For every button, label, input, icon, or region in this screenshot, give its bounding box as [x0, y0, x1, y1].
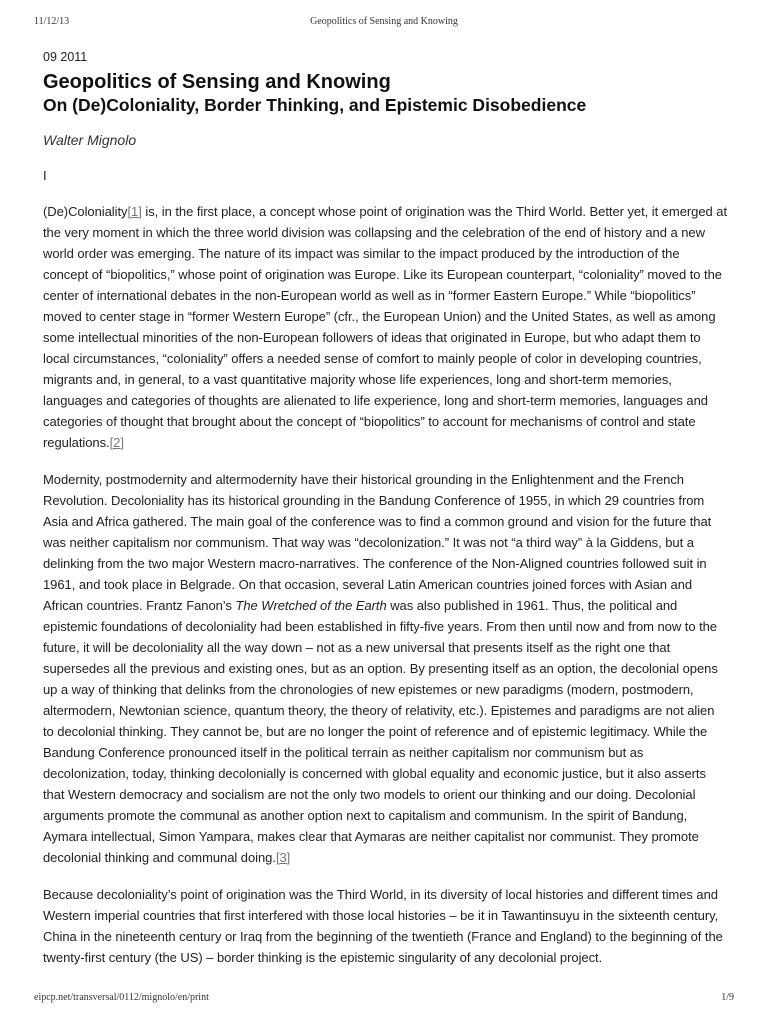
footnote-link-3[interactable]: [3] [275, 850, 291, 865]
paragraph-1-body: is, in the first place, a concept whose point of origination was the Third World. Better yet, it emerged at the very moment in which the three world division was collapsing and the celebration of the end of history and a new world order was emerging. The nature of its impact was similar to the impact produced by the introduction of the concept of “biopolitics,” whose point of origination was Europe. Like its European counterpart, “coloniality” moved to the center of international debates in the non-European world as well as in “former Eastern Europe.” While “biopolitics” moved to center stage in “former Western Europe” (cfr., the European Union) and the United States, as well as among some intellectual minorities of the non-European followers of ideas that originated in Europe, but who adapt them to local circumstances, “coloniality” offers a needed sense of comfort to mainly people of color in developing countries, migrants and, in general, to a vast quantitative majority whose life experiences, long and short-term memories, languages and categories of thoughts are alienated to life experience, long and short-term memories, languages and categories of thought that brought about the concept of “biopolitics” to account for mechanisms of control and state regulations. [43, 204, 728, 450]
paragraph-2-start: Modernity, postmodernity and altermodernity have their historical grounding in the Enlightenment and the French Revolution. Decoloniality has its historical grounding in the Bandung Conference of 1955, in which 29 countries from Asia and Africa gathered. The main goal of the conference was to find a common ground and vision for the future that was neither capitalism nor communism. That way was “decolonization.” It was not “a third way” à la Giddens, but a delinking from the two major Western macro-narratives. The conference of the Non-Aligned countries followed suit in 1961, and took place in Belgrade. On that occasion, several Latin American countries joined forces with Asian and African countries. Frantz Fanon’s [43, 472, 712, 613]
source-url: eipcp.net/transversal/0112/mignolo/en/print [34, 992, 209, 1003]
book-title: The Wretched of the Earth [235, 598, 387, 613]
paragraph-2 [43, 469, 727, 868]
paragraph-1 [43, 201, 727, 453]
issue-date: 09 2011 [43, 50, 88, 64]
author-name: Walter Mignolo [43, 132, 137, 148]
section-number: I [43, 168, 47, 183]
footnote-link-2[interactable]: [2] [109, 435, 124, 450]
print-title: Geopolitics of Sensing and Knowing [310, 16, 458, 27]
article-subtitle: On (De)Coloniality, Border Thinking, and Epistemic Disobedience [43, 95, 587, 115]
article-title: Geopolitics of Sensing and Knowing [43, 71, 391, 93]
paragraph-2-body: was also published in 1961. Thus, the political and epistemic foundations of decoloniality had been established in fifty-five years. From then until now and from now to the future, it will be decoloniality all the way down – not as a new universal that presents itself as the right one that supersedes all the previous and existing ones, but as an option. By presenting itself as an option, the decolonial opens up a way of thinking that delinks from the chronologies of new epistemes or new paradigms (modern, postmodern, altermodern, Newtonian science, quantum theory, the theory of relativity, etc.). Epistemes and paradigms are not alien to decolonial thinking. They cannot be, but are no longer the point of reference and of epistemic legitimacy. While the Bandung Conference pronounced itself in the political terrain as neither capitalism nor communism but as decolonization, today, thinking decolonially is concerned with global equality and economic justice, but it also asserts that Western democracy and socialism are not the only two models to orient our thinking and our doing. Decolonial arguments promote the communal as another option next to capitalism and communism. In the spirit of Bandung, Aymara intellectual, Simon Yampara, makes clear that Aymaras are neither capitalist nor communist. They promote decolonial thinking and communal doing. [43, 598, 718, 865]
footnote-link-1[interactable]: [1] [127, 204, 142, 219]
paragraph-3: Because decoloniality’s point of origination was the Third World, in its diversity of local histories and different times and Western imperial countries that first interfered with those local histories – be it in Tawantinsuyu in the sixteenth century, China in the nineteenth century or Iraq from the beginning of the twentieth (France and England) to the beginning of the twenty-first century (the US) – border thinking is the epistemic singularity of any decolonial project. [43, 887, 723, 965]
print-date: 11/12/13 [34, 16, 70, 27]
page-number: 1/9 [721, 992, 734, 1003]
paragraph-1-start: (De)Coloniality [43, 204, 128, 219]
article [43, 50, 727, 968]
print-header [0, 16, 768, 30]
